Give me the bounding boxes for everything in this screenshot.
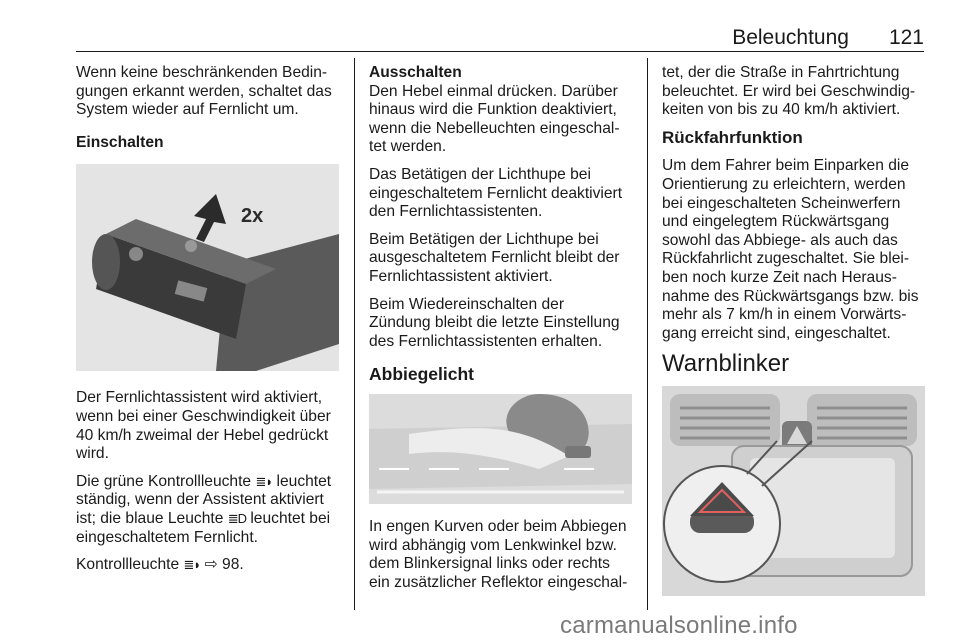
high-beam-assist-icon-ref: ≣◗	[183, 557, 201, 573]
high-beam-assist-icon: ≣◗	[255, 473, 273, 489]
paragraph-flash-off: Beim Betätigen der Lichthupe bei ausgeschaltetem Fernlicht bleibt der Fernlichtassistent aktiviert.	[369, 230, 620, 285]
heading-ausschalten: Ausschalten	[369, 64, 462, 81]
page-ref-link[interactable]: 98.	[222, 556, 244, 574]
column-divider-1	[354, 58, 355, 610]
figure-hazard	[662, 386, 925, 596]
paragraph-reference: Kontrollleuchte ≣◗ ⇨ 98.	[76, 556, 244, 574]
lever-illustration	[76, 164, 339, 371]
heading-rueckfahrfunktion: Rückfahrfunktion	[662, 127, 803, 147]
page-number: 121	[888, 26, 924, 49]
hazard-illustration	[662, 386, 925, 596]
header-rule	[76, 51, 924, 52]
cornering-illustration	[369, 394, 632, 504]
fig-label-2x: 2x	[241, 205, 264, 228]
paragraph-activated: Der Fernlichtassistent wird aktiviert, wenn bei einer Geschwindigkeit über 40 km/h zweimal der Hebel gedrückt wird.	[76, 389, 331, 463]
page-header	[76, 26, 924, 50]
watermark-text: carmanualsonline.info	[560, 612, 798, 639]
heading-abbiegelicht: Abbiegelicht	[369, 364, 475, 385]
paragraph-cornering-cont: tet, der die Straße in Fahrtrichtung beleuchtet. Er wird bei Geschwindig- keiten von bis zu 40 km/h aktiviert.	[662, 64, 916, 119]
figure-cornering	[369, 394, 632, 504]
column-3	[662, 64, 927, 596]
paragraph-restart: Beim Wiedereinschalten der Zündung bleibt die letzte Einstellung des Fernlichtassistenten erhalten.	[369, 295, 620, 350]
column-2	[369, 64, 634, 601]
page-title: Beleuchtung	[732, 26, 849, 49]
paragraph-off: Den Hebel einmal drücken. Darüber hinaus wird die Funktion deaktiviert, wenn die Nebelleuchten eingeschal- tet werden.	[369, 82, 620, 156]
heading-warnblinker: Warnblinker	[662, 350, 790, 378]
column-1	[76, 64, 341, 584]
column-divider-2	[647, 58, 648, 610]
paragraph-flash-on: Das Betätigen der Lichthupe bei eingeschaltetem Fernlicht deaktiviert den Fernlichtassistenten.	[369, 165, 623, 221]
high-beam-icon: ≣D	[227, 510, 246, 526]
paragraph-indicator: Die grüne Kontrollleuchte ≣◗ leuchtet ständig, wenn der Assistent aktiviert ist; die blaue Leuchte ≣D leuchtet bei eingeschaltetem Fernlicht.	[76, 472, 332, 546]
intro-paragraph: Wenn keine beschränkenden Bedin- gungen erkannt werden, schaltet das System wieder auf Fernlicht um.	[76, 64, 332, 119]
paragraph-cornering: In engen Kurven oder beim Abbiegen wird abhängig vom Lenkwinkel bzw. dem Blinkersignal links oder rechts ein zusätzlicher Reflektor eingeschal-	[369, 517, 628, 591]
paragraph-reverse: Um dem Fahrer beim Einparken die Orientierung zu erleichtern, werden bei eingeschalteten Scheinwerfern und eingelegtem Rückwärtsgang sowohl das Abbiege- als auch das Rückfahrlicht zugeschaltet. Sie blei- ben noch kurze Zeit nach Heraus- nahme des Rückwärtsgangs bzw. bis mehr als 7 km/h in einem Vorwärts- gang erreicht sind, eingeschaltet.	[662, 157, 919, 342]
heading-einschalten: Einschalten	[76, 133, 164, 151]
figure-lever	[76, 164, 339, 371]
page-ref-arrow-icon: ⇨	[204, 556, 218, 574]
